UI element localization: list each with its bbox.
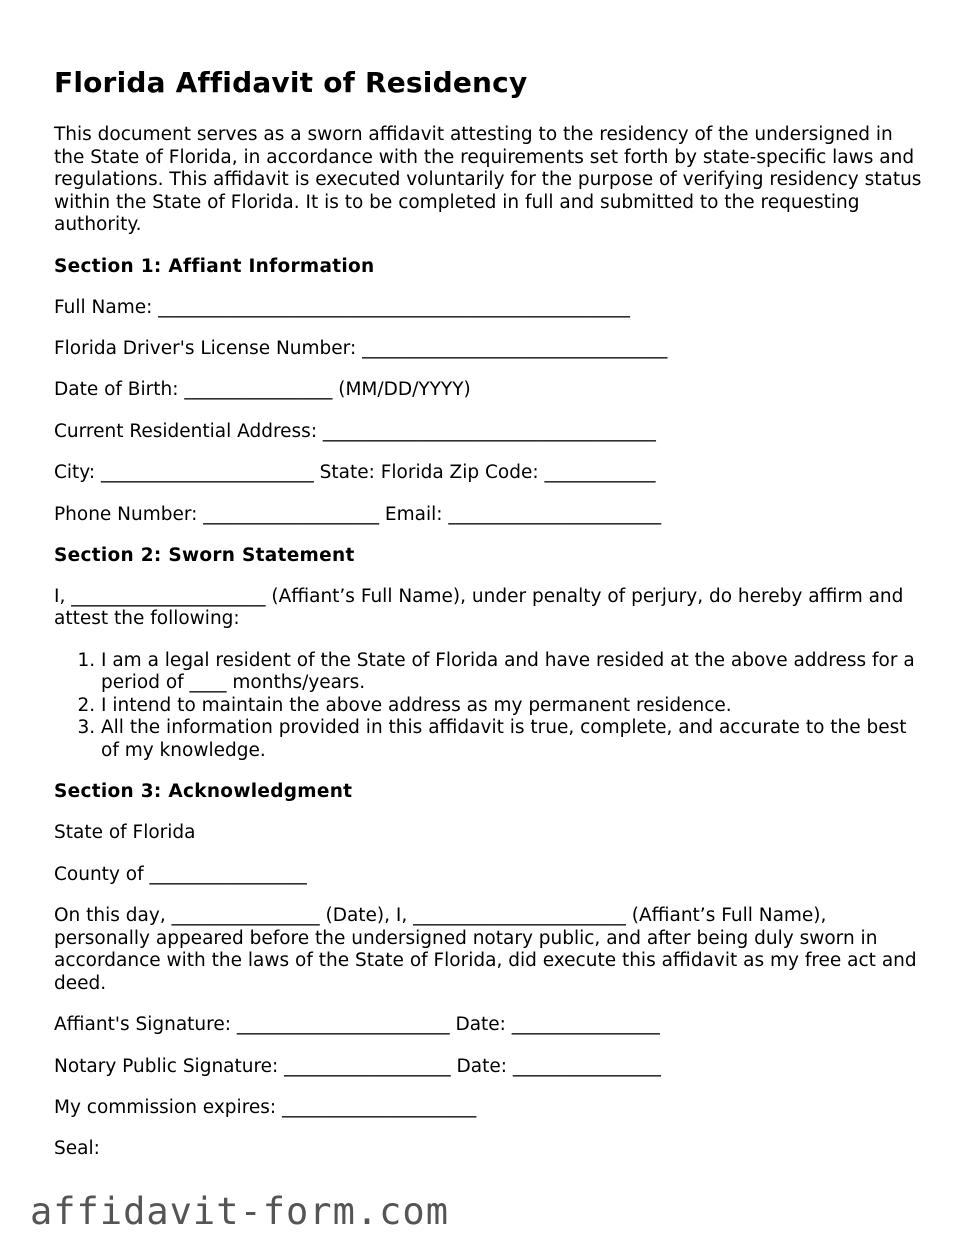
section1-heading: Section 1: Affiant Information: [54, 255, 375, 277]
document-page: [54, 64, 924, 1161]
list-item: 2. I intend to maintain the above address as my permanent residence.: [101, 695, 924, 718]
phone-email-field: Phone Number: ___________________ Email: _______________________: [54, 503, 662, 525]
full-name-field: Full Name: ___________________________________________________: [54, 296, 630, 318]
sworn-statement: I, _____________________ (Affiant’s Full Name), under penalty of perjury, do hereby affirm and attest the following:: [54, 585, 904, 630]
commission-field: My commission expires: _____________________: [54, 1096, 477, 1118]
acknowledgment-paragraph: On this day, ________________ (Date), I, _______________________ (Affiant’s Full Name), personally appeared before the undersigned notary public, and after being duly sworn in accordance with the laws of the State of Florida, did execute this affidavit as my free act and deed.: [54, 905, 917, 994]
county-field: County of _________________: [54, 863, 307, 885]
dob-field: Date of Birth: ________________ (MM/DD/YYYY): [54, 379, 471, 401]
statement-list: [54, 650, 924, 763]
notary-signature-field: Notary Public Signature: __________________ Date: ________________: [54, 1055, 661, 1077]
license-field: Florida Driver's License Number: _________________________________: [54, 337, 668, 359]
list-item: 1. I am a legal resident of the State of Florida and have resided at the above address for a period of ____ months/years.: [101, 650, 924, 695]
city-state-zip-field: City: _______________________ State: Florida Zip Code: ____________: [54, 462, 656, 484]
state-line: State of Florida: [54, 822, 196, 844]
address-field: Current Residential Address: ____________________________________: [54, 420, 656, 442]
affiant-signature-field: Affiant's Signature: _______________________ Date: ________________: [54, 1014, 660, 1036]
section2-heading: Section 2: Sworn Statement: [54, 544, 355, 566]
section3-heading: Section 3: Acknowledgment: [54, 781, 353, 803]
footer-watermark: affidavit-form.com: [30, 1190, 449, 1233]
intro-paragraph: This document serves as a sworn affidavit attesting to the residency of the undersigned in the State of Florida, in accordance with the requirements set forth by state-specific laws and regulations. This affidavit is executed voluntarily for the purpose of verifying residency status within the State of Florida. It is to be completed in full and submitted to the requesting authority.: [54, 124, 922, 236]
list-item: 3. All the information provided in this affidavit is true, complete, and accurate to the best of my knowledge.: [101, 717, 924, 762]
document-title: Florida Affidavit of Residency: [54, 66, 528, 99]
seal-label: Seal:: [54, 1138, 100, 1160]
